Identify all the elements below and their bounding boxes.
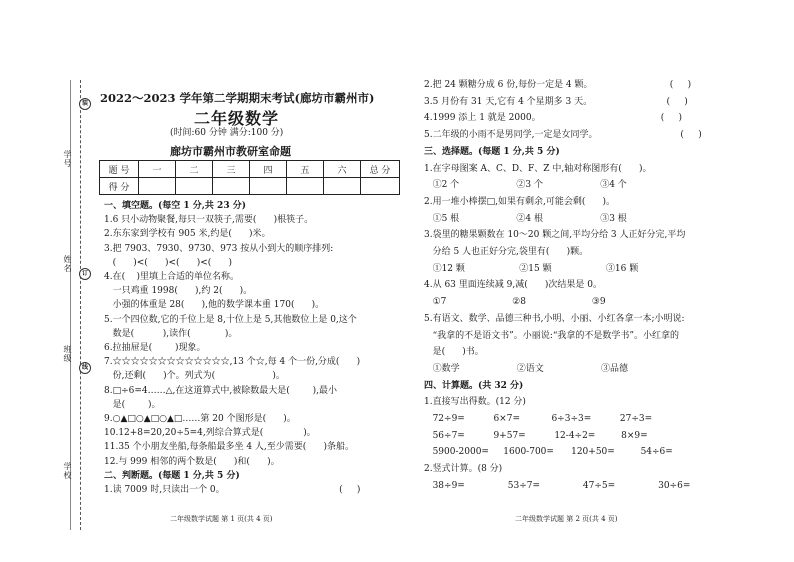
question-line: 7.☆☆☆☆☆☆☆☆☆☆☆☆☆,13 个☆,每 4 个一份,分成( )	[104, 357, 361, 368]
question-line: 72÷9= 6×7= 6÷3÷3= 27÷3=	[424, 414, 653, 424]
page-1-footer: 二年级数学试题 第 1 页(共 4 页)	[170, 515, 273, 523]
score-table-header-row	[100, 161, 400, 178]
question-line: 38÷9= 53÷7= 47÷5= 30÷6=	[424, 480, 691, 491]
score-table-score-row	[100, 178, 400, 195]
page-2-footer: 二年级数学试题 第 2 页(共 4 页)	[515, 515, 618, 523]
source-label: 廊坊市霸州市教研室命题	[170, 145, 291, 158]
question-line: 5900-2000= 1600-700= 120+50= 54÷6=	[424, 447, 673, 458]
score-input-cell[interactable]	[324, 178, 361, 195]
question-line: 是( )。	[104, 399, 161, 410]
question-line: 11.35 个小朋友坐船,每条船最多坐 4 人,至少需要( )条船。	[104, 442, 354, 453]
score-input-cell[interactable]	[176, 178, 213, 195]
question-line: 5.一个四位数,它的千位上是 8,十位上是 5,其他数位上是 0,这个	[104, 314, 357, 325]
question-line: 6.拉抽屉是( )现象。	[104, 343, 206, 353]
question-line: 是( )书。	[424, 347, 484, 358]
question-line: 2.东东家到学校有 905 米,约是( )米。	[104, 229, 271, 240]
binding-label-student-id: 学 号	[63, 150, 72, 168]
question-line: 2.用一堆小棒摆□,如果有剩余,可能会剩( )。	[424, 196, 616, 207]
score-cell: 得 分	[100, 178, 139, 195]
binding-label-name: 姓 名	[63, 255, 72, 273]
subject-title: 二年级数学	[194, 109, 280, 128]
section-heading: 四、计算题。(共 32 分)	[424, 380, 524, 391]
score-input-cell[interactable]	[213, 178, 250, 195]
score-cell: 一	[139, 161, 176, 178]
question-line: 2.把 24 颗糖分成 6 份,每份一定是 4 颗。 ( )	[424, 80, 692, 90]
question-line: ①12 颗 ②15 颗 ③16 颗	[424, 263, 639, 274]
score-table	[99, 160, 400, 195]
question-line: 份,还剩( )个。列式为( )。	[104, 371, 285, 382]
question-line: 一只鸡重 1998( ),约 2( )。	[104, 286, 253, 297]
question-line: 4.1999 添上 1 就是 2000。 ( )	[424, 113, 683, 124]
score-cell: 六	[324, 161, 361, 178]
score-cell: 总 分	[361, 161, 400, 178]
question-line: “我拿的不是语文书”。小丽说:“我拿的不是数学书”。小红拿的	[424, 330, 680, 341]
question-line: ①5 根 ②4 根 ③3 根	[424, 213, 627, 224]
question-line: 3.袋里的糖果颗数在 10～20 颗之间,平均分给 3 人正好分完,平均	[424, 230, 686, 241]
question-line: 9.○▲□○▲□○▲□……第 20 个图形是( )。	[104, 414, 296, 424]
question-line: 4.在( )里填上合适的单位名称。	[104, 272, 240, 282]
score-input-cell[interactable]	[250, 178, 287, 195]
question-line: 分给 5 人也正好分完,袋里有( )颗。	[424, 247, 589, 257]
binding-label-school: 学 校	[63, 462, 72, 480]
question-line: 8.□÷6=4……△,在这道算式中,被除数最大是( ),最小	[104, 385, 338, 396]
score-cell: 题 号	[100, 161, 139, 178]
question-line: ①数学 ②语文 ③品德	[424, 363, 629, 374]
binding-mark-zhuang: 装	[79, 98, 91, 110]
question-line: ( )<( )<( )<( )	[104, 257, 232, 268]
question-line: ①2 个 ②3 个 ③4 个	[424, 180, 627, 191]
cut-dashed-line	[80, 80, 81, 530]
time-info: (时间:60 分钟 满分:100 分)	[170, 128, 284, 138]
question-line: 1.直接写出得数。(12 分)	[424, 397, 526, 408]
question-line: 12.与 999 相邻的两个数是( )和( )。	[104, 456, 280, 467]
section-heading: 二、判断题。(每题 1 分,共 5 分)	[104, 470, 240, 481]
question-line: 1.在字母图案 A、C、D、F、Z 中,轴对称图形有( )。	[424, 163, 652, 174]
question-line: 4.从 63 里面连续减 9,减( )次结果是 0。	[424, 280, 602, 291]
binding-label-class: 班 级	[63, 345, 72, 363]
section-heading: 一、填空题。(每空 1 分,共 23 分)	[104, 201, 246, 211]
binding-mark-ding: 订	[79, 268, 91, 280]
question-line: 3.把 7903、7930、9730、973 按从小到大的顺序排列:	[104, 243, 334, 254]
score-cell: 三	[213, 161, 250, 178]
question-line: 1.6 只小动物聚餐,每只一双筷子,需要( )根筷子。	[104, 215, 314, 226]
question-line: ①7 ②8 ③9	[424, 297, 606, 308]
section-heading: 三、选择题。(每题 1 分,共 5 分)	[424, 146, 560, 157]
question-line: 3.5 月份有 31 天,它有 4 个星期多 3 天。 ( )	[424, 96, 688, 107]
question-line: 5.有语文、数学、品德三种书,小明、小丽、小红各拿一本;小明说:	[424, 313, 685, 324]
binding-mark-xian: 线	[79, 362, 91, 374]
score-cell: 二	[176, 161, 213, 178]
score-input-cell[interactable]	[287, 178, 324, 195]
question-line: 5.二年级的小雨不是男同学,一定是女同学。 ( )	[424, 130, 702, 141]
exam-title: 2022～2023 学年第二学期期末考试(廊坊市霸州市)	[100, 91, 375, 105]
score-input-cell[interactable]	[361, 178, 400, 195]
score-cell: 四	[250, 161, 287, 178]
question-line: 10.12+8=20,20÷5=4,列综合算式是( )。	[104, 428, 316, 439]
question-line: 2.竖式计算。(8 分)	[424, 464, 503, 475]
question-line: 1.读 7009 时,只读出一个 0。 ( )	[104, 485, 361, 495]
question-line: 56÷7= 9+57= 12-4÷2= 8×9=	[424, 430, 648, 441]
question-line: 数是( ),读作( )。	[104, 328, 238, 339]
score-cell: 五	[287, 161, 324, 178]
score-input-cell[interactable]	[139, 178, 176, 195]
question-line: 小强的体重是 28( ),他的数学课本重 170( )。	[104, 300, 325, 311]
